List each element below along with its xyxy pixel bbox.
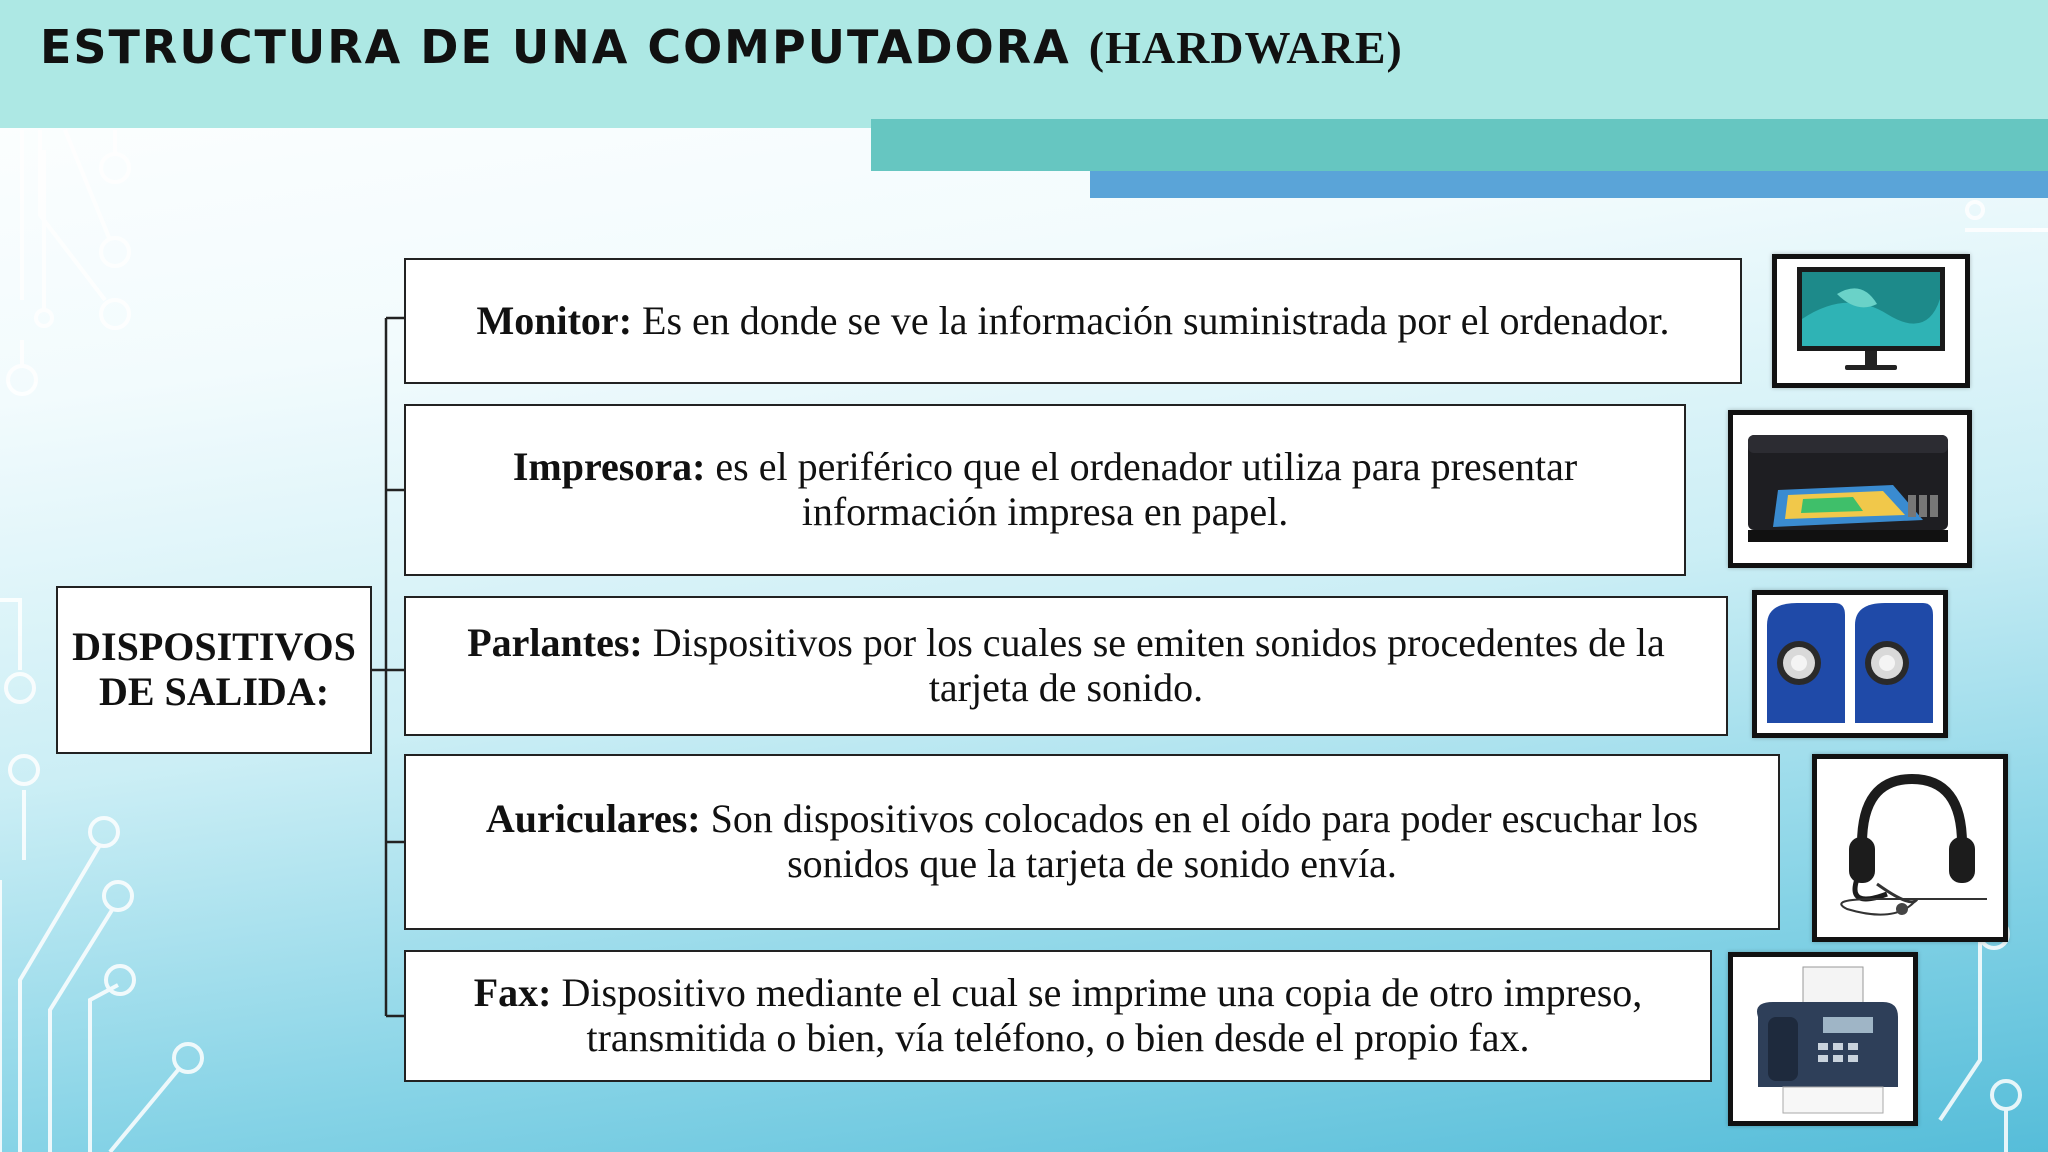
printer-icon	[1728, 410, 1972, 568]
fax-box	[404, 950, 1712, 1082]
fax-desc: Dispositivo mediante el cual se imprime una copia de otro impreso, transmitida o bien, vía teléfono, o bien desde el propio fax.	[551, 970, 1643, 1060]
headphones-icon	[1812, 754, 2008, 942]
title-main: ESTRUCTURA DE UNA COMPUTADORA	[40, 20, 1071, 74]
printer-box	[404, 404, 1686, 576]
monitor-term: Monitor:	[476, 297, 633, 343]
headphones-term: Auriculares:	[485, 796, 701, 842]
speakers-icon	[1752, 590, 1948, 738]
printer-desc: es el periférico que el ordenador utiliza para presentar información impresa en papel.	[705, 444, 1578, 534]
monitor-desc: Es en donde se ve la información suministrada por el ordenador.	[632, 297, 1670, 343]
root-node-label: DISPOSITIVOS DE SALIDA:	[72, 624, 356, 714]
speakers-box	[404, 596, 1728, 736]
headphones-desc: Son dispositivos colocados en el oído para poder escuchar los sonidos que la tarjeta de sonido envía.	[700, 796, 1699, 886]
monitor-icon	[1772, 254, 1970, 388]
fax-icon	[1728, 952, 1918, 1126]
speakers-desc: Dispositivos por los cuales se emiten sonidos procedentes de la tarjeta de sonido.	[642, 620, 1665, 710]
speakers-term: Parlantes:	[467, 620, 643, 666]
fax-term: Fax:	[473, 970, 552, 1016]
title-paren: (HARDWARE)	[1088, 22, 1403, 73]
root-node-box	[56, 586, 372, 754]
monitor-box	[404, 258, 1742, 384]
headphones-box	[404, 754, 1780, 930]
printer-term: Impresora:	[512, 444, 706, 490]
